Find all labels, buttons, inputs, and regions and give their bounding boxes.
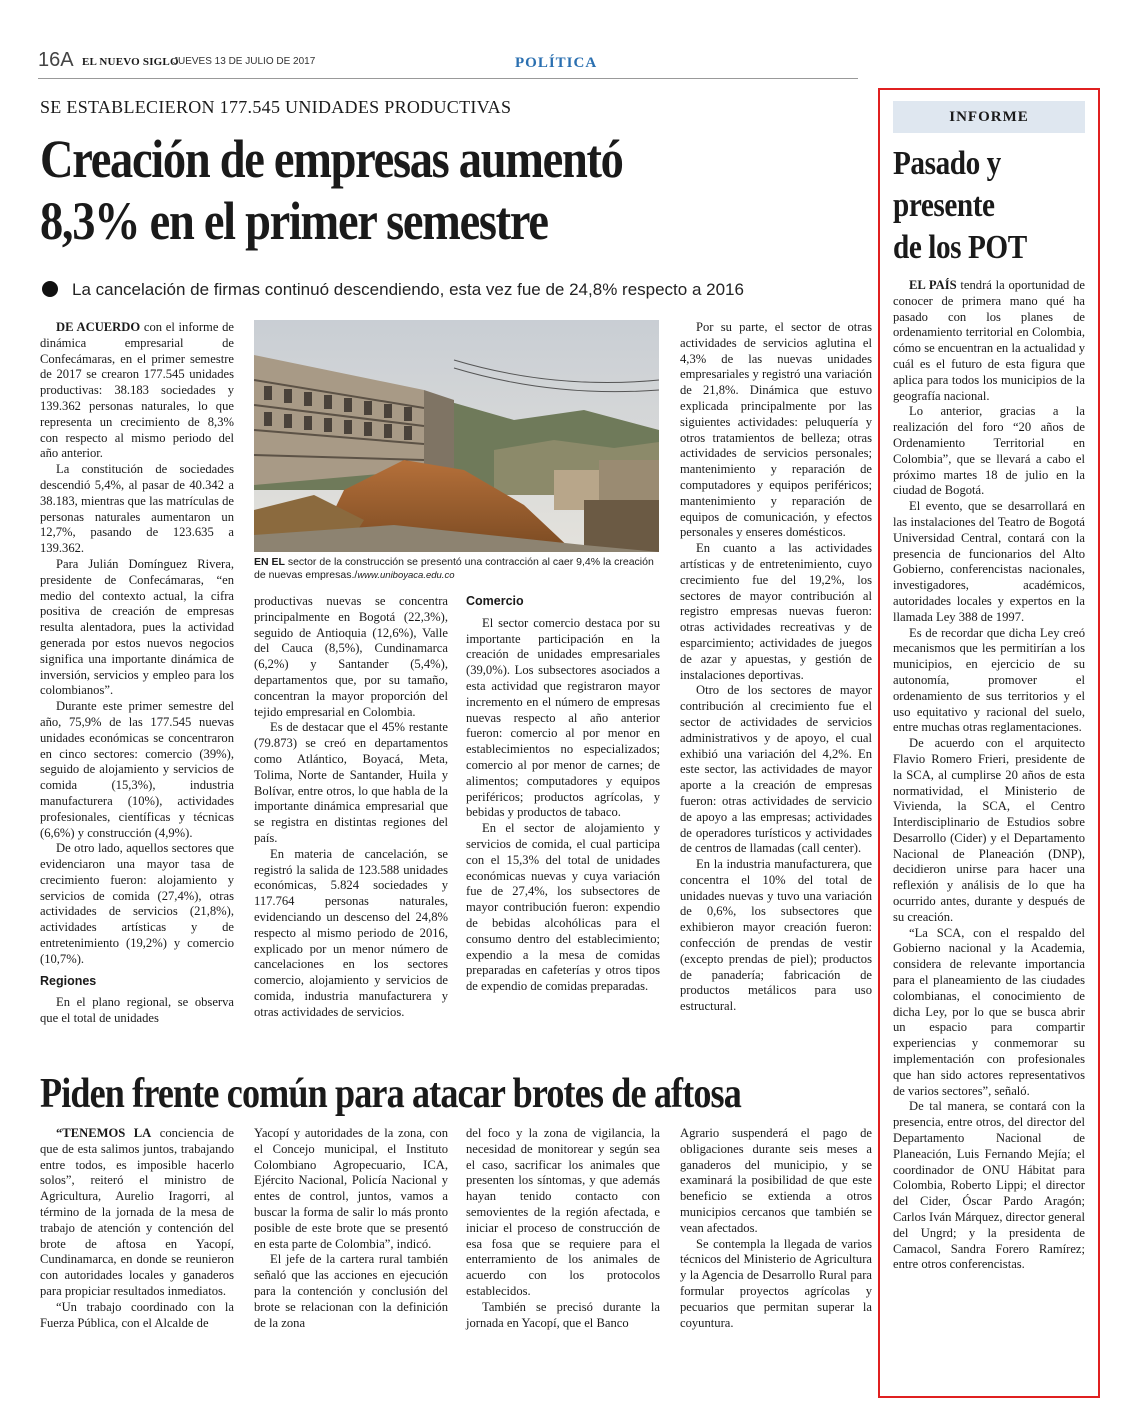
sidebar-body [893,278,1085,1273]
paragraph: Es de destacar que el 45% restante (79.873) se creó en departamentos como Atlántico, Boyacá, Meta, Tolima, Norte de Santander, Huila y Bolívar, entre otros, lo que habla de la importante dinámica empresarial que se registra en distintas regiones del país. [254,720,448,845]
article-kicker: SE ESTABLECIERON 177.545 UNIDADES PRODUCTIVAS [40,97,512,117]
paragraph: con el informe de dinámica empresarial de Confecámaras, en el primer semestre de 2017 se crearon 177.545 unidades productivas: 38.183 sociedades y 139.362 personas naturales, lo que representa un crecimiento de 8,3% con respecto al mismo periodo del año anterior. [40,320,234,461]
paragraph: En cuanto a las actividades artísticas y de entretenimiento, cuyo crecimiento fue del 19,2%, los sectores de mayor contribución al registro empresas nuevas fueron: otras actividades recreativas y de esparcimiento; actividades de juegos de azar y apuestas, y gestión de instalaciones deportivas. [680,541,872,682]
paragraph: De tal manera, se contará con la presencia, entre otros, del director del Departamento Nacional de Planeación, Luis Fernando Mejía; el coordinador de ONU Hábitat para Colombia, Roberto Lippi; el director del Cider, Óscar Pardo Aragón; Carlos Iván Márquez, director general del Ungrd; y la presidenta de Camacol, Sandra Forero Ramírez; entre otros conferencistas. [893,1099,1085,1272]
paragraph: El evento, que se desarrollará en las instalaciones del Teatro de Bogotá Universidad Central, contará con la presencia de funcionarios del Alto Gobierno, conferencistas nacionales, investigadores, académicos, autoridades locales y expertos en la llamada Ley 388 de 1997. [893,499,1085,624]
second-article-column-4 [680,1126,872,1331]
second-article-column-3 [466,1126,660,1331]
newspaper-name: EL NUEVO SIGLO [82,56,179,68]
paragraph: La constitución de sociedades descendió 5,4%, al pasar de 40.342 a 38.183, mientras que las matrículas de personas naturales aumentaron un 12,7%, pasando de 123.635 a 139.362. [40,462,234,556]
header-rule [38,78,858,79]
paragraph: De acuerdo con el arquitecto Flavio Romero Frieri, presidente de la SCA, al cumplirse 20 años de esta normatividad, el Ministerio de Vivienda, la SCA, el Centro Interdisciplinario de Estudios sobre Desarrollo (Cider) y el Departamento Nacional de Planeación (DNP), decidieron unirse para hacer una reflexión y análisis de lo que ha ocurrido antes, durante y después de su creación. [893,736,1085,924]
subheading-regiones: Regiones [40,973,97,988]
article-column-4 [680,320,872,1015]
article-column-1 [40,320,234,1027]
paragraph: Agrario suspenderá el pago de obligaciones durante seis meses a ganaderos del municipio, y se examinará la posibilidad de que este beneficio se extienda a otros municipios cercanos que también se vean afectados. [680,1126,872,1235]
paragraph: Se contempla la llegada de varios técnicos del Ministerio de Agricultura y la Agencia de Desarrollo Rural para formular proyectos agrícolas y pecuarios que permitan superar la coyuntura. [680,1236,872,1330]
section-name: POLÍTICA [515,55,598,71]
headline-line: 8,3% en el primer semestre [40,191,548,251]
paragraph: productivas nuevas se concentra principalmente en Bogotá (22,3%), seguido de Antioquia (12,6%), Valle del Cauca (8,5%), Cundinamarca (6,2%) y Santander (5,4%), departamentos que, por su tamaño, concentran la mayor proporción del tejido empresarial en Colombia. [254,594,448,719]
sidebar-title-line: Pasado y [893,145,1001,182]
issue-date: JUEVES 13 DE JULIO DE 2017 [173,56,316,67]
caption-text: sector de la construcción se presentó una contracción al caer 9,4% la creación de nuevas empresas./ [254,556,654,581]
construction-photo [254,320,659,552]
subheading-comercio: Comercio [466,594,524,608]
article-lead-in: DE ACUERDO [56,320,141,334]
second-article-column-1 [40,1126,234,1331]
article-column-2 [254,594,448,1021]
paragraph: En la industria manufacturera, que concentra el 10% del total de unidades nuevas y tuvo una variación de 0,6%, los subsectores que exhibieron mayor creación fueron: confección de prendas de vestir (excepto prendas de piel); productos de panadería; fabricación de productos metálicos para uso estructural. [680,857,872,1014]
page-number: 16A [38,49,74,71]
paragraph: Otro de los sectores de mayor contribución al crecimiento fue el sector de actividades de servicios administrativos y de apoyo, el cual exhibió una variación del 4,2%. En este sector, las actividades de mayor aporte a la creación de empresas fueron: otras actividades de servicio de apoyo a las empresas; actividades de operadores turísticos y actividades de centros de llamadas (call center). [680,683,872,856]
photo-caption [254,556,659,582]
paragraph: En el plano regional, se observa que el total de unidades [40,995,234,1026]
paragraph: “La SCA, con el respaldo del Gobierno nacional y la Academia, considera de relevante importancia para el planeamiento de las ciudades colombianas, el conocimiento de dicha Ley, por lo que se busca abrir un espacio para compartir experiencias y conmemorar su implementación con profesionales que han sido actores representativos de varios sectores”, señaló. [893,925,1085,1098]
paragraph: El sector comercio destaca por su importante participación en la creación de unidades empresariales (39,0%). Los subsectores asociados a esta actividad que registraron mayor incremento en el número de empresas nuevas respecto al año anterior fueron: comercio al por menor en establecimientos no especializados; comercio al por menor de carnes; de alimentos; computadores y equipos periféricos; productos agrícolas, y bebidas y productos de tabaco. [466,615,660,820]
paragraph: En el sector de alojamiento y servicios de comida, el cual participa con el 15,3% del total de unidades económicas nuevas y cuya variación fue de 27,4%, los subsectores de mayor contribución fueron: expendio de bebidas alcohólicas para el consumo dentro del establecimiento; expendio a la mesa de comidas preparadas en cafeterías y otros tipos de expendio de comidas preparadas. [466,821,660,994]
sidebar-label: INFORME [893,101,1085,133]
deck-text: La cancelación de firmas continuó descendiendo, esta vez fue de 24,8% respecto a 2016 [72,280,744,299]
article-headline [40,128,814,252]
headline-line: Creación de empresas aumentó [40,129,623,189]
paragraph: Es de recordar que dicha Ley creó mecanismos que les permitirían a los municipios, en ejercicio de su autonomía, promover el ordenamiento de sus territorios y el uso equitativo y racional del suelo, entre muchas otras reglamentaciones. [893,625,1085,735]
second-article-column-2 [254,1126,448,1331]
article-column-3 [466,594,660,995]
paragraph: del foco y la zona de vigilancia, la necesidad de monitorear y según sea el caso, sacrificar los animales que presenten los síntomas, y que además hayan tenido contacto con semovientes de la región afectada, e iniciar el proceso de construcción de esa fosa que se requiere para el enterramiento de los animales de acuerdo con los protocolos establecidos. [466,1126,660,1298]
article-deck [42,280,862,300]
paragraph: “Un trabajo coordinado con la Fuerza Pública, con el Alcalde de [40,1299,234,1330]
paragraph: El jefe de la cartera rural también señaló que las acciones en ejecución para la contención y conclusión del brote se relacionan con la definición de la zona [254,1252,448,1330]
sidebar-lead-in: EL PAÍS [909,278,957,292]
paragraph: En materia de cancelación, se registró la salida de 123.588 unidades económicas, 5.824 sociedades y 117.764 personas naturales, evidenciando un descenso del 24,8% respecto al mismo periodo de 2016, explicado por un menor número de cancelaciones en los sectores comercio, alojamiento y servicios de comida, industria manufacturera y otras actividades de servicios. [254,846,448,1019]
sidebar-title [893,143,1099,269]
sidebar-title-line: presente [893,187,995,224]
caption-lead: EN EL [254,556,285,568]
paragraph: Lo anterior, gracias a la realización del foro “20 años de Ordenamiento Territorial en Colombia”, que se llevará a cabo el próximo martes 18 de julio en la ciudad de Bogotá. [893,404,1085,498]
photo-credit: www.uniboyaca.edu.co [357,570,455,581]
paragraph: Durante este primer semestre del año, 75,9% de las 177.545 nuevas unidades económicas se concentraron en cinco sectores: comercio (39%), seguido de alojamiento y servicios de comida (15,3%), industria manufacturera (10%), actividades profesionales, científicas y técnicas (6,6%) y construcción (4,9%). [40,699,234,840]
construction-site-image [254,320,659,552]
paragraph: Por su parte, el sector de otras actividades de servicios aglutina el 4,3% de las nuevas unidades empresariales y registró una variación de 21,8%. Dinámica que estuvo explicada principalmente por las siguientes actividades: peluquería y otros tratamientos de belleza; otras actividades de servicios personales; mantenimiento y reparación de computadores y equipos periféricos; mantenimiento y reparación de equipos de comunicación, y efectos personales y enseres domésticos. [680,320,872,540]
article-lead-in: “TENEMOS LA [56,1126,152,1140]
paragraph: conciencia de que de esta salimos juntos, trabajando entre todos, es imposible hacerlo solos”, reiteró el ministro de Agricultura, Aurelio Iragorri, al término de la jornada de la mesa de trabajo de atención y contención del brote de aftosa en Yacopí, Cundinamarca, en donde se reunieron con autoridades locales y ganaderos para propiciar resultados inmediatos. [40,1126,234,1298]
bullet-icon [42,281,58,297]
paragraph: Yacopí y autoridades de la zona, con el Concejo municipal, el Instituto Colombiano Agropecuario, ICA, Ejército Nacional, Policía Nacional y entes de control, juntos, vamos a buscar la forma de salir lo más pronto posible de este brote que se presentó en esta parte de Colombia”, indicó. [254,1126,448,1251]
paragraph: tendrá la oportunidad de conocer de primera mano qué ha pasado con los planes de ordenamiento territorial en Colombia, cómo se encuentran en la actualidad y cuál es el futuro de esta figura que aplica para todos los municipios de la geografía nacional. [893,278,1085,403]
paragraph: De otro lado, aquellos sectores que evidenciaron una mayor tasa de crecimiento fueron: alojamiento y servicios de comida (27,4%), otras actividades de servicios (21,8%), actividades artísticas y de entretenimiento (19,2%) y comercio (10,7%). [40,841,234,966]
sidebar-title-line: de los POT [893,229,1027,266]
paragraph: También se precisó durante la jornada en Yacopí, que el Banco [466,1299,660,1330]
second-article-headline: Piden frente común para atacar brotes de aftosa [40,1071,741,1117]
paragraph: Para Julián Domínguez Rivera, presidente de Confecámaras, “en medio del contexto actual, la cifra positiva de creación de empresas resulta alentadora, pues la actividad generada por estos nuevos negocios significa una importante dinámica de inversión, servicios y empleo para los colombianos”. [40,556,234,698]
